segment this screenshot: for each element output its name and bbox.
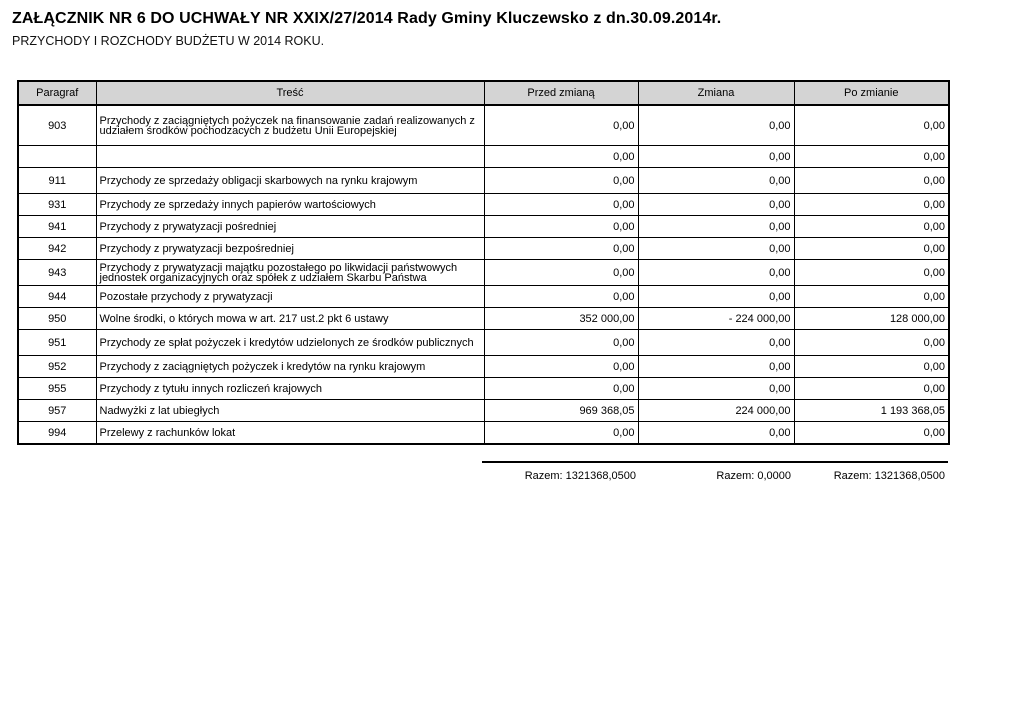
zmiana-cell: 0,00 — [638, 238, 794, 260]
przed-zmiana-cell: 0,00 — [484, 330, 638, 356]
przed-zmiana-cell: 0,00 — [484, 286, 638, 308]
po-zmianie-cell: 0,00 — [794, 194, 949, 216]
table-header-row — [18, 81, 949, 105]
po-zmianie-cell: 0,00 — [794, 238, 949, 260]
tresc-cell: Przychody z tytułu innych rozliczeń krajowych — [96, 378, 484, 400]
column-header-tresc: Treść — [96, 81, 484, 105]
po-zmianie-cell: 0,00 — [794, 330, 949, 356]
po-zmianie-cell: 0,00 — [794, 356, 949, 378]
tresc-cell: Przychody z zaciągniętych pożyczek i kredytów na rynku krajowym — [96, 356, 484, 378]
po-zmianie-cell: 0,00 — [794, 216, 949, 238]
zmiana-cell: 0,00 — [638, 356, 794, 378]
zmiana-cell: 0,00 — [638, 105, 794, 146]
table-row — [18, 356, 949, 378]
przed-zmiana-cell: 0,00 — [484, 378, 638, 400]
paragraf-cell — [18, 146, 96, 168]
po-zmianie-cell: 0,00 — [794, 286, 949, 308]
table-row — [18, 330, 949, 356]
zmiana-cell: 0,00 — [638, 216, 794, 238]
table-row — [18, 400, 949, 422]
zmiana-cell: 0,00 — [638, 260, 794, 286]
zmiana-cell: - 224 000,00 — [638, 308, 794, 330]
tresc-cell: Pozostałe przychody z prywatyzacji — [96, 286, 484, 308]
paragraf-cell: 903 — [18, 105, 96, 146]
table-row — [18, 308, 949, 330]
document-subtitle: PRZYCHODY I ROZCHODY BUDŻETU W 2014 ROKU. — [12, 34, 325, 48]
tresc-cell: Przychody ze sprzedaży innych papierów wartościowych — [96, 194, 484, 216]
po-zmianie-cell: 0,00 — [794, 422, 949, 445]
paragraf-cell: 943 — [18, 260, 96, 286]
paragraf-cell: 952 — [18, 356, 96, 378]
table-row — [18, 260, 949, 286]
przed-zmiana-cell: 0,00 — [484, 194, 638, 216]
table-row — [18, 238, 949, 260]
przed-zmiana-cell: 0,00 — [484, 238, 638, 260]
table-row — [18, 286, 949, 308]
zmiana-cell: 0,00 — [638, 422, 794, 445]
przed-zmiana-cell: 0,00 — [484, 146, 638, 168]
paragraf-cell: 931 — [18, 194, 96, 216]
paragraf-cell: 951 — [18, 330, 96, 356]
tresc-cell: Przelewy z rachunków lokat — [96, 422, 484, 445]
total-przed-zmiana: Razem: 1321368,0500 — [524, 470, 636, 482]
paragraf-cell: 950 — [18, 308, 96, 330]
tresc-cell: Wolne środki, o których mowa w art. 217 ust.2 pkt 6 ustawy — [96, 308, 484, 330]
po-zmianie-cell: 128 000,00 — [794, 308, 949, 330]
tresc-cell: Przychody z zaciągniętych pożyczek na finansowanie zadań realizowanych z udziałem środków pochodzacych z budżetu Unii Europejskiej — [96, 105, 484, 146]
przed-zmiana-cell: 0,00 — [484, 356, 638, 378]
przed-zmiana-cell: 0,00 — [484, 105, 638, 146]
po-zmianie-cell: 1 193 368,05 — [794, 400, 949, 422]
column-header-po-zmianie: Po zmianie — [794, 81, 949, 105]
po-zmianie-cell: 0,00 — [794, 260, 949, 286]
paragraf-cell: 994 — [18, 422, 96, 445]
przed-zmiana-cell: 0,00 — [484, 168, 638, 194]
zmiana-cell: 0,00 — [638, 168, 794, 194]
tresc-cell: Przychody z prywatyzacji bezpośredniej — [96, 238, 484, 260]
po-zmianie-cell: 0,00 — [794, 378, 949, 400]
table-row — [18, 146, 949, 168]
zmiana-cell: 224 000,00 — [638, 400, 794, 422]
tresc-cell: Przychody ze spłat pożyczek i kredytów udzielonych ze środków publicznych — [96, 330, 484, 356]
zmiana-cell: 0,00 — [638, 286, 794, 308]
column-header-zmiana: Zmiana — [638, 81, 794, 105]
zmiana-cell: 0,00 — [638, 146, 794, 168]
tresc-cell: Przychody z prywatyzacji majątku pozostałego po likwidacji państwowych jednostek organizacyjnych oraz spółek z udziałem Skarbu Państwa — [96, 260, 484, 286]
column-header-paragraf: Paragraf — [18, 81, 96, 105]
tresc-cell — [96, 146, 484, 168]
przed-zmiana-cell: 969 368,05 — [484, 400, 638, 422]
tresc-cell: Nadwyżki z lat ubiegłych — [96, 400, 484, 422]
paragraf-cell: 911 — [18, 168, 96, 194]
paragraf-cell: 942 — [18, 238, 96, 260]
paragraf-cell: 941 — [18, 216, 96, 238]
document-title: ZAŁĄCZNIK NR 6 DO UCHWAŁY NR XXIX/27/2014 Rady Gminy Kluczewsko z dn.30.09.2014r. — [12, 10, 722, 27]
po-zmianie-cell: 0,00 — [794, 146, 949, 168]
table-row — [18, 422, 949, 445]
tresc-cell: Przychody z prywatyzacji pośredniej — [96, 216, 484, 238]
po-zmianie-cell: 0,00 — [794, 168, 949, 194]
zmiana-cell: 0,00 — [638, 378, 794, 400]
paragraf-cell: 944 — [18, 286, 96, 308]
total-po-zmianie: Razem: 1321368,0500 — [833, 470, 945, 482]
table-row — [18, 216, 949, 238]
table-row — [18, 378, 949, 400]
table-row — [18, 105, 949, 146]
tresc-cell: Przychody ze sprzedaży obligacji skarbowych na rynku krajowym — [96, 168, 484, 194]
total-zmiana: Razem: 0,0000 — [716, 470, 791, 482]
przed-zmiana-cell: 0,00 — [484, 260, 638, 286]
po-zmianie-cell: 0,00 — [794, 105, 949, 146]
paragraf-cell: 957 — [18, 400, 96, 422]
totals-divider — [482, 461, 948, 463]
przed-zmiana-cell: 0,00 — [484, 422, 638, 445]
budget-table — [17, 80, 950, 445]
paragraf-cell: 955 — [18, 378, 96, 400]
table-row — [18, 194, 949, 216]
table-row — [18, 168, 949, 194]
zmiana-cell: 0,00 — [638, 330, 794, 356]
przed-zmiana-cell: 0,00 — [484, 216, 638, 238]
column-header-przed-zmiana: Przed zmianą — [484, 81, 638, 105]
zmiana-cell: 0,00 — [638, 194, 794, 216]
przed-zmiana-cell: 352 000,00 — [484, 308, 638, 330]
